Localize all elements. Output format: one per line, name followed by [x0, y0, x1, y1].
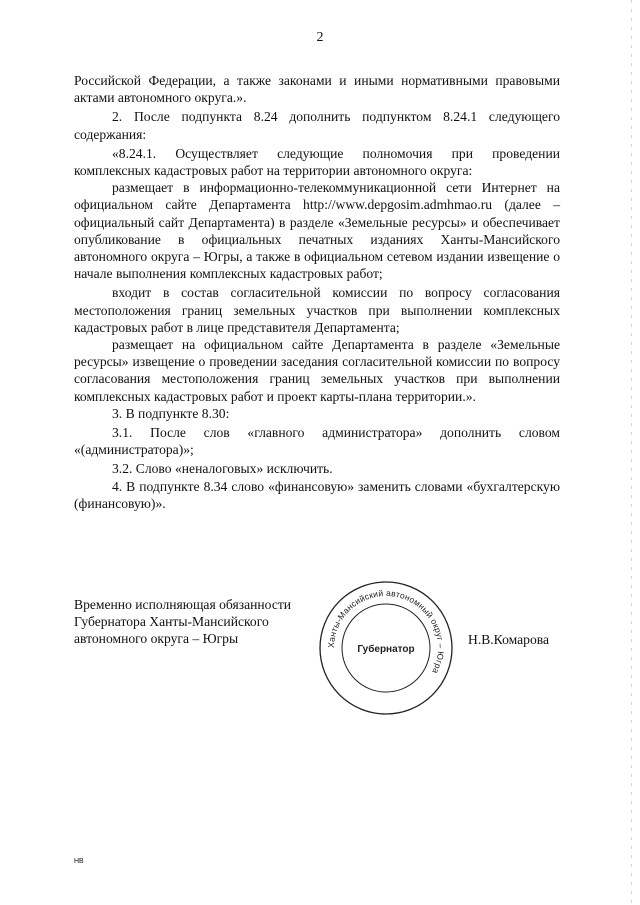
paragraph-item-4: 4. В подпункте 8.34 слово «финансовую» заменить словами «бухгалтерскую (финансовую)».: [74, 478, 560, 511]
seal-ring-text: Ханты-Мансийский автономный округ – Югра: [325, 587, 447, 676]
paragraph-commission: входит в состав согласительной комиссии по вопросу согласования местоположения границ земельных участков при выполнении комплексных кадастровых работ в лице представителя Департамента;: [74, 285, 560, 335]
official-seal: [316, 578, 456, 718]
paragraph-item-2: 2. После подпункта 8.24 дополнить подпунктом 8.24.1 следующего содержания:: [74, 109, 560, 142]
signer-name: Н.В.Комарова: [468, 632, 550, 647]
paragraph-meeting-notice: размещает на официальном сайте Департамента в разделе «Земельные ресурсы» извещение о проведении заседания согласительной комиссии по вопросу согласования местоположения границ земельных участков при выполнении комплексных кадастровых работ и проект карты-плана территории.».: [74, 337, 560, 404]
footer-mark: НВ: [74, 858, 84, 865]
seal-center-text: Губернатор: [357, 644, 415, 655]
paragraph-item-3: 3. В подпункте 8.30:: [112, 405, 230, 421]
page-number: 2: [316, 30, 324, 45]
paragraph-item-3-2: 3.2. Слово «неналоговых» исключить.: [112, 461, 333, 477]
document-body: [74, 72, 560, 512]
paragraph-publish-notice: размещает в информационно-телекоммуникационной сети Интернет на официальном сайте Департамента http://www.depgosim.admhmao.ru (далее – официальный сайт Департамента) в разделе «Земельные ресурсы» и обеспечивает опубликование в официальных печатных изданиях Ханты-Мансийского автономного округа – Югры, а также в официальном сетевом издании извещение о начале выполнения комплексных кадастровых работ;: [74, 180, 560, 282]
paragraph-8-24-1: «8.24.1. Осуществляет следующие полномочия при проведении комплексных кадастровых работ на территории автономного округа:: [74, 145, 560, 179]
scan-edge-line: [631, 0, 632, 905]
paragraph-item-3-1: 3.1. После слов «главного администратора» дополнить словом «(администратора)»;: [74, 425, 560, 458]
paragraph-continuation: Российской Федерации, а также законами и иными нормативными правовыми актами автономного округа.».: [74, 73, 560, 106]
signer-title: Временно исполняющая обязанности Губернатора Ханты-Мансийского автономного округа – Югры: [74, 597, 292, 647]
